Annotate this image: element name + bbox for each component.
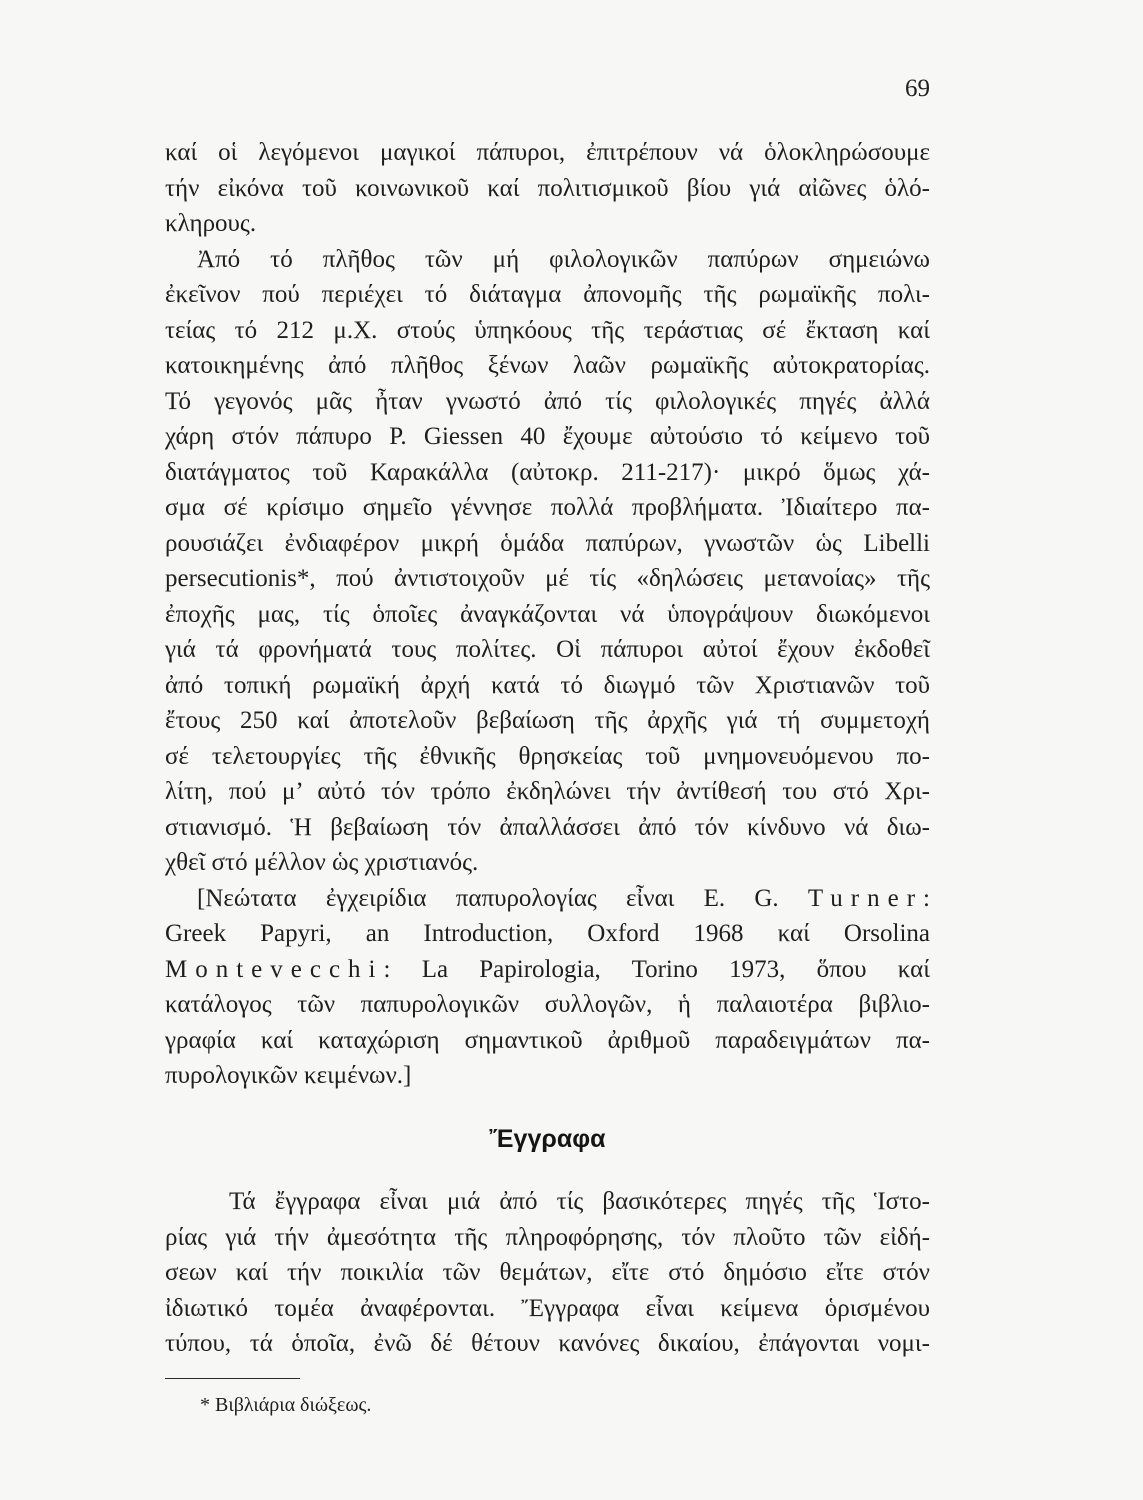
text-line: ἔτους 250 καί ἀποτελοῦν βεβαίωση τῆς ἀρχῆς γιά τή συμμετοχή	[165, 707, 930, 734]
text-body	[165, 135, 930, 1362]
text-line: persecutionis*, πού ἀντιστοιχοῦν μέ τίς «δηλώσεις μετανοίας» τῆς	[165, 565, 930, 592]
section-heading: Ἔγγραφα	[489, 1125, 606, 1153]
text-line: σμα σέ κρίσιμο σημεῖο γέννησε πολλά προβλήματα. Ἰδιαίτερο πα-	[165, 494, 930, 521]
text-line: ἰδιωτικό τομέα ἀναφέρονται. Ἔγγραφα εἶναι κείμενα ὁρισμένου	[165, 1294, 930, 1322]
text-segment: :	[923, 884, 930, 912]
text-segment: [Νεώτατα ἐγχειρίδια παπυρολογίας εἶναι E. G.	[197, 884, 808, 912]
paragraph-2	[165, 242, 930, 881]
text-line: ἐποχῆς μας, τίς ὁποῖες ἀναγκάζονται νά ὑπογράψουν διωκόμενοι	[165, 600, 930, 628]
text-line: τήν εἰκόνα τοῦ κοινωνικοῦ καί πολιτισμικοῦ βίου γιά αἰῶνες ὁλό-	[165, 174, 930, 202]
text-line: τύπου, τά ὁποῖα, ἐνῶ δέ θέτουν κανόνες δικαίου, ἐπάγονται νομι-	[165, 1330, 930, 1357]
page-number: 69	[905, 75, 930, 102]
text-line: τείας τό 212 μ.Χ. στούς ὑπηκόους τῆς τεράστιας σέ ἔκταση καί	[165, 316, 930, 344]
text-line: κατάλογος τῶν παπυρολογικῶν συλλογῶν, ἡ παλαιοτέρα βιβλιο-	[165, 991, 930, 1018]
text-line: ρουσιάζει ἐνδιαφέρον μικρή ὁμάδα παπύρων, γνωστῶν ὡς Libelli	[165, 529, 930, 557]
footnote: * Βιβλιάρια διώξεως.	[200, 1394, 372, 1416]
text-line: στιανισμό. Ἡ βεβαίωση τόν ἀπαλλάσσει ἀπό τόν κίνδυνο νά διω-	[165, 813, 930, 841]
text-line	[165, 881, 930, 917]
author-name-spaced: Turner	[807, 884, 924, 912]
text-line: Τό γεγονός μᾶς ἦταν γνωστό ἀπό τίς φιλολογικές πηγές ἀλλά	[165, 387, 930, 415]
text-line: κληρους.	[165, 210, 257, 237]
text-line: ἐκεῖνον πού περιέχει τό διάταγμα ἀπονομῆς τῆς ρωμαϊκῆς πολι-	[165, 281, 930, 308]
text-line: γιά τά φρονήματά τους πολίτες. Οἱ πάπυροι αὐτοί ἔχουν ἐκδοθεῖ	[165, 636, 930, 663]
paragraph-3-bibliography	[165, 881, 930, 1094]
text-line: γραφία καί καταχώριση σημαντικοῦ ἀριθμοῦ παραδειγμάτων πα-	[165, 1026, 930, 1054]
footnote-rule	[165, 1378, 300, 1379]
text-line: σέ τελετουργίες τῆς ἐθνικῆς θρησκείας τοῦ μνημονευόμενου πο-	[165, 742, 930, 770]
text-line: λίτη, πού μ’ αὐτό τόν τρόπο ἐκδηλώνει τήν ἀντίθεσή του στό Χρι-	[165, 778, 930, 805]
paragraph-1	[165, 135, 930, 242]
paragraph-4	[165, 1184, 930, 1362]
text-line: καί οἱ λεγόμενοι μαγικοί πάπυροι, ἐπιτρέπουν νά ὁλοκληρώσουμε	[165, 139, 930, 166]
text-line: ἀπό τοπική ρωμαϊκή ἀρχή κατά τό διωγμό τῶν Χριστιανῶν τοῦ	[165, 671, 930, 699]
text-line: ρίας γιά τήν ἀμεσότητα τῆς πληροφόρησης, τόν πλοῦτο τῶν εἰδή-	[165, 1223, 930, 1251]
text-line: Τά ἔγγραφα εἶναι μιά ἀπό τίς βασικότερες πηγές τῆς Ἱστο-	[229, 1188, 930, 1215]
text-line: Ἀπό τό πλῆθος τῶν μή φιλολογικῶν παπύρων σημειώνω	[197, 245, 930, 273]
text-line: κατοικημένης ἀπό πλῆθος ξένων λαῶν ρωμαϊκῆς αὐτοκρατορίας.	[165, 352, 930, 379]
text-line: χάρη στόν πάπυρο P. Giessen 40 ἔχουμε αὐτούσιο τό κείμενο τοῦ	[165, 423, 930, 450]
text-line	[165, 952, 930, 988]
text-line: Greek Papyri, an Introduction, Oxford 1968 καί Orsolina	[165, 920, 930, 947]
text-line: σεων καί τήν ποικιλία τῶν θεμάτων, εἴτε στό δημόσιο εἴτε στόν	[165, 1259, 930, 1286]
text-line: διατάγματος τοῦ Καρακάλλα (αὐτοκρ. 211-217)· μικρό ὅμως χά-	[165, 458, 930, 486]
text-line: χθεῖ στό μέλλον ὡς χριστιανός.	[165, 849, 479, 876]
text-line: πυρολογικῶν κειμένων.]	[165, 1062, 412, 1089]
text-segment: : La Papirologia, Torino 1973, ὅπου καί	[383, 955, 930, 983]
author-name-spaced: Montevecchi	[165, 955, 384, 983]
